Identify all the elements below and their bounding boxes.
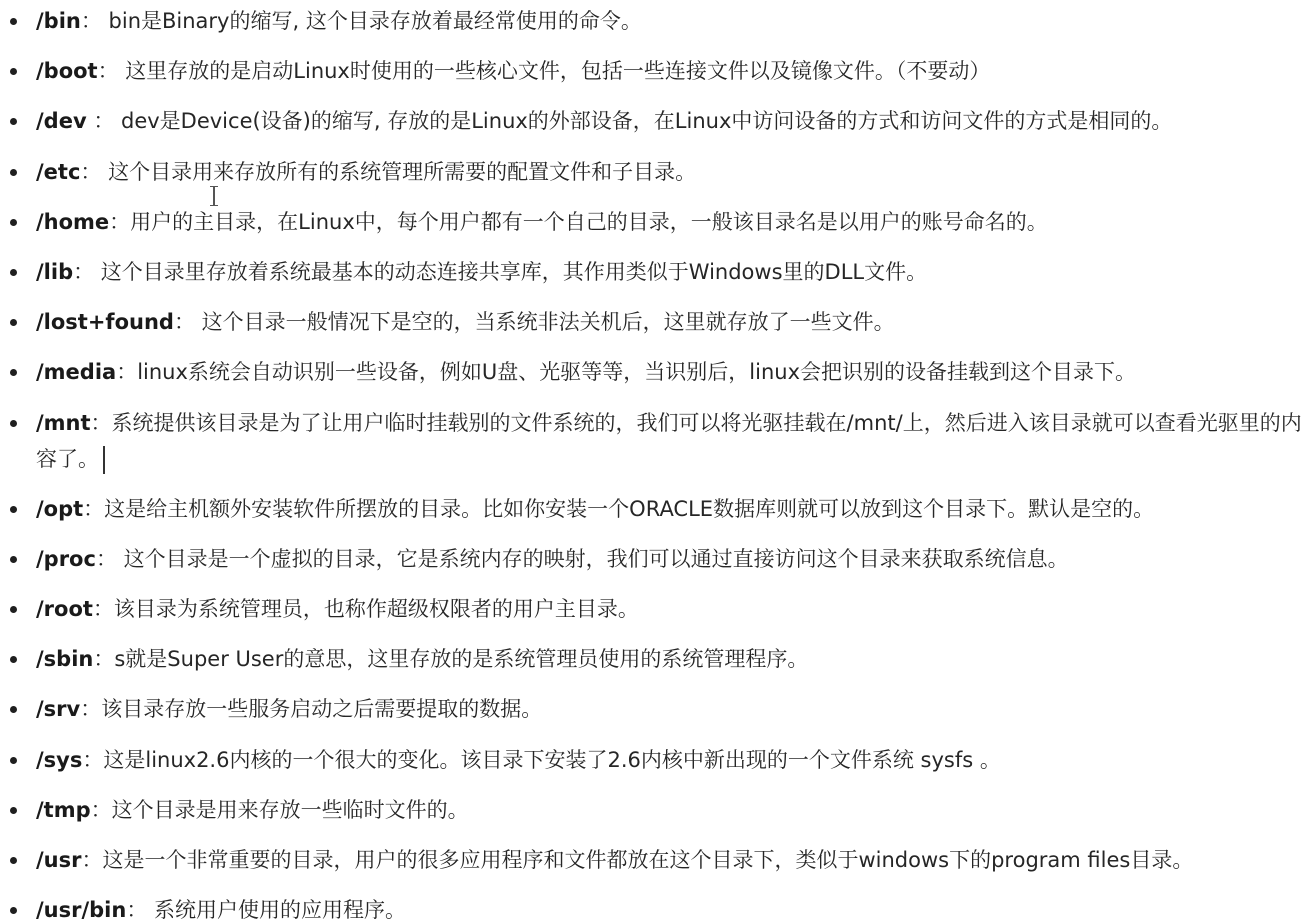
list-item bbox=[0, 842, 1316, 878]
directory-name: /usr bbox=[36, 848, 82, 872]
list-item bbox=[0, 53, 1316, 89]
list-item bbox=[0, 3, 1316, 39]
directory-name: /sys bbox=[36, 747, 83, 772]
list-item bbox=[0, 405, 1316, 477]
directory-description: ：s就是Super User的意思，这里存放的是系统管理员使用的系统管理程序。 bbox=[93, 647, 809, 672]
bullet-icon bbox=[10, 219, 17, 226]
directory-description: ： 这个目录用来存放所有的系统管理所需要的配置文件和子目录。 bbox=[80, 159, 697, 184]
directory-description: ： 系统用户使用的应用程序。 bbox=[126, 898, 407, 923]
directory-name: /etc bbox=[36, 159, 81, 184]
directory-description: ：这是给主机额外安装软件所摆放的目录。比如你安装一个ORACLE数据库则就可以放到这个目录下。默认是空的。 bbox=[83, 496, 1155, 521]
directory-description: ：这个目录是用来存放一些临时文件的。 bbox=[90, 797, 469, 822]
list-item bbox=[0, 304, 1316, 340]
bullet-icon bbox=[10, 506, 17, 513]
directory-description: ： 这个目录里存放着系统最基本的动态连接共享库，其作用类似于Windows里的DLL文件。 bbox=[73, 259, 928, 284]
bullet-icon bbox=[10, 68, 17, 75]
directory-name: /opt bbox=[36, 496, 84, 521]
list-item bbox=[0, 103, 1316, 139]
bullet-icon bbox=[10, 118, 17, 125]
directory-description: ：该目录为系统管理员，也称作超级权限者的用户主目录。 bbox=[92, 597, 639, 622]
directory-description: ：linux系统会自动识别一些设备，例如U盘、光驱等等，当识别后，linux会把识别的设备挂载到这个目录下。 bbox=[116, 360, 1137, 385]
list-item bbox=[0, 204, 1316, 240]
directory-description: ：用户的主目录，在Linux中，每个用户都有一个自己的目录，一般该目录名是以用户的账号命名的。 bbox=[109, 209, 1048, 234]
directory-name: /home bbox=[36, 209, 110, 234]
directory-name: /tmp bbox=[36, 797, 91, 822]
directory-description: ： bin是Binary的缩写, 这个目录存放着最经常使用的命令。 bbox=[80, 9, 642, 33]
directory-name: /mnt bbox=[36, 410, 91, 435]
list-item bbox=[0, 591, 1316, 627]
directory-name: /boot bbox=[36, 59, 98, 84]
list-item bbox=[0, 792, 1316, 828]
directory-description: ：系统提供该目录是为了让用户临时挂载别的文件系统的，我们可以将光驱挂载在/mnt/上，然后进入该目录就可以查看光驱里的内容了。 bbox=[36, 410, 1302, 471]
directory-name: /media bbox=[36, 360, 117, 385]
list-item bbox=[0, 254, 1316, 290]
bullet-icon bbox=[10, 706, 17, 713]
directory-description: ： 这个目录一般情况下是空的，当系统非法关机后，这里就存放了一些文件。 bbox=[173, 310, 895, 335]
directory-description: ：该目录存放一些服务启动之后需要提取的数据。 bbox=[80, 697, 543, 722]
directory-name: /usr/bin bbox=[36, 898, 127, 923]
directory-name: /sbin bbox=[36, 647, 94, 672]
directory-name: /srv bbox=[36, 697, 81, 722]
directory-description: ：这是一个非常重要的目录，用户的很多应用程序和文件都放在这个目录下，类似于windows下的program files目录。 bbox=[81, 848, 1194, 872]
list-item bbox=[0, 691, 1316, 727]
list-item bbox=[0, 742, 1316, 778]
bullet-icon bbox=[10, 420, 17, 427]
bullet-icon bbox=[10, 857, 17, 864]
directory-name: /lost+found bbox=[36, 310, 174, 335]
list-item bbox=[0, 541, 1316, 577]
list-item bbox=[0, 354, 1316, 390]
list-item bbox=[0, 641, 1316, 677]
text-cursor-caret bbox=[103, 446, 105, 474]
bullet-icon bbox=[10, 369, 17, 376]
directory-name: /bin bbox=[36, 9, 81, 33]
bullet-icon bbox=[10, 556, 17, 563]
directory-name: /proc bbox=[36, 546, 96, 571]
directory-description: ： 这个目录是一个虚拟的目录，它是系统内存的映射，我们可以通过直接访问这个目录来获取系统信息。 bbox=[95, 546, 1069, 571]
directory-description: ：这是linux2.6内核的一个很大的变化。该目录下安装了2.6内核中新出现的一个文件系统 sysfs 。 bbox=[82, 747, 1001, 772]
bullet-icon bbox=[10, 606, 17, 613]
bullet-icon bbox=[10, 907, 17, 914]
bullet-icon bbox=[10, 757, 17, 764]
bullet-icon bbox=[10, 656, 17, 663]
directory-name: /dev bbox=[36, 109, 87, 134]
list-item bbox=[0, 892, 1316, 924]
list-item bbox=[0, 154, 1316, 190]
list-item bbox=[0, 491, 1316, 527]
bullet-icon bbox=[10, 269, 17, 276]
directory-description: ： dev是Device(设备)的缩写, 存放的是Linux的外部设备，在Linux中访问设备的方式和访问文件的方式是相同的。 bbox=[86, 109, 1173, 134]
bullet-icon bbox=[10, 807, 17, 814]
directory-name: /lib bbox=[36, 259, 74, 284]
directory-description: ： 这里存放的是启动Linux时使用的一些核心文件，包括一些连接文件以及镜像文件。（不要动） bbox=[97, 59, 991, 84]
directory-list bbox=[0, 3, 1316, 924]
directory-name: /root bbox=[36, 597, 93, 622]
bullet-icon bbox=[10, 18, 17, 25]
mouse-ibeam-cursor-icon bbox=[209, 186, 219, 206]
bullet-icon bbox=[10, 319, 17, 326]
bullet-icon bbox=[10, 169, 17, 176]
